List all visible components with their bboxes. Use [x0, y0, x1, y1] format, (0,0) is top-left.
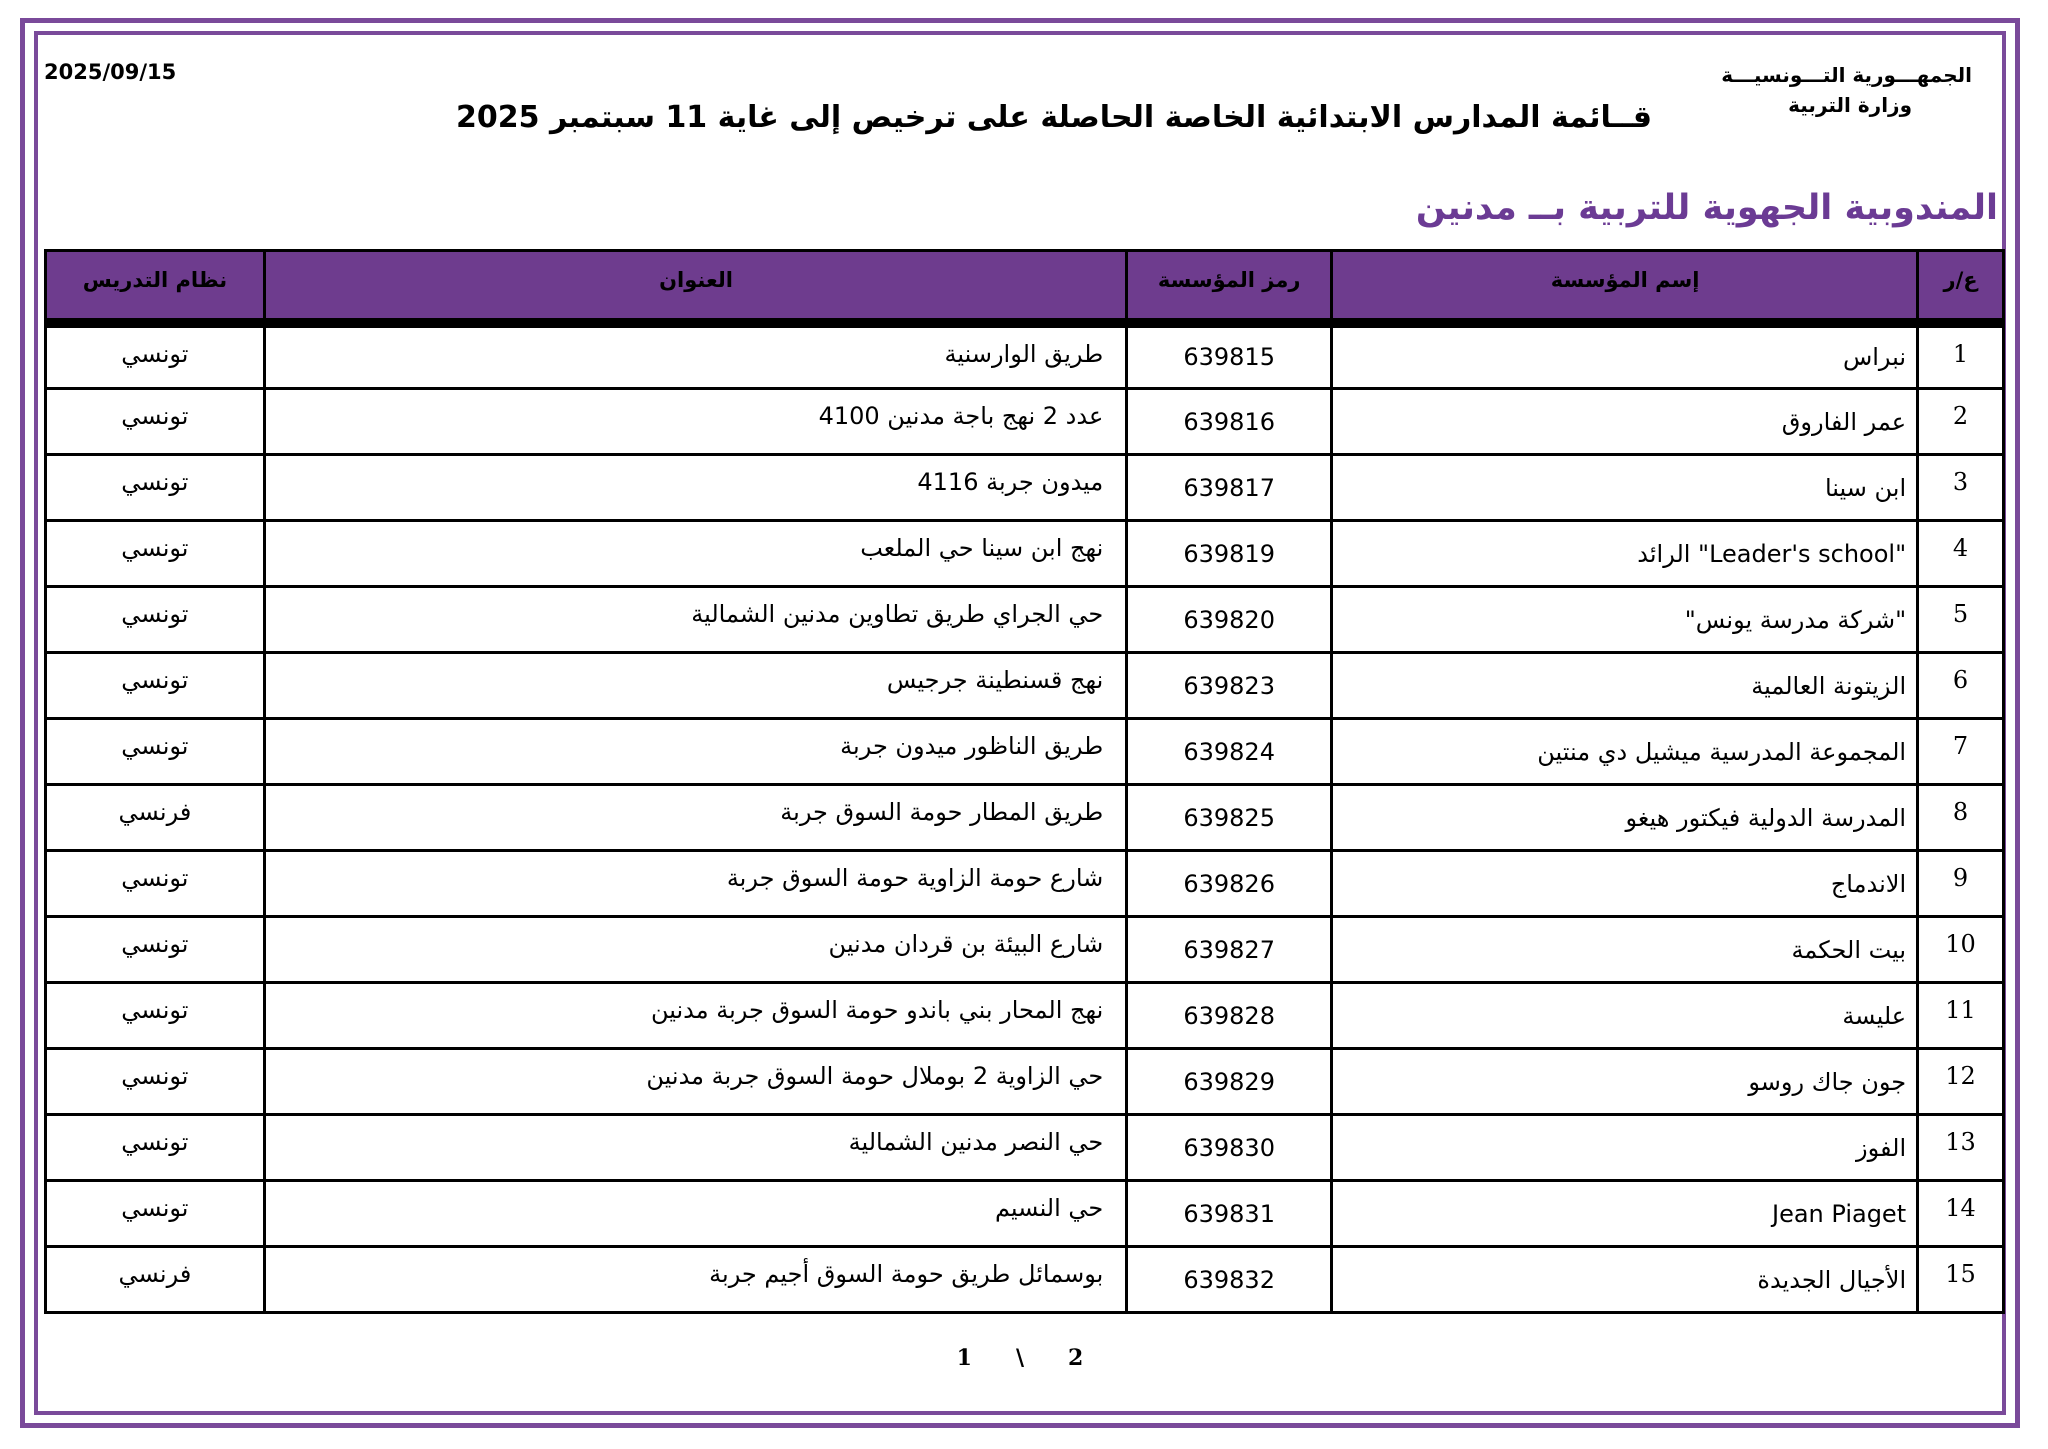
cell-teaching-system: تونسي	[46, 917, 265, 983]
page-indicator	[900, 1345, 1140, 1371]
cell-school-code: 639827	[1127, 917, 1332, 983]
cell-school-name: المدرسة الدولية فيكتور هيغو	[1332, 785, 1918, 851]
column-header-number: ع/ر	[1918, 251, 2004, 323]
cell-teaching-system: تونسي	[46, 1115, 265, 1181]
cell-school-name: نبراس	[1332, 323, 1918, 389]
cell-school-code: 639831	[1127, 1181, 1332, 1247]
table-row	[46, 1049, 2004, 1115]
table-row	[46, 521, 2004, 587]
cell-school-code: 639819	[1127, 521, 1332, 587]
cell-address: بوسمائل طريق حومة السوق أجيم جربة	[264, 1247, 1126, 1313]
table-row	[46, 719, 2004, 785]
cell-school-name: المجموعة المدرسية ميشيل دي منتين	[1332, 719, 1918, 785]
table-row	[46, 785, 2004, 851]
cell-teaching-system: فرنسي	[46, 1247, 265, 1313]
cell-teaching-system: تونسي	[46, 389, 265, 455]
cell-school-name: الزيتونة العالمية	[1332, 653, 1918, 719]
cell-teaching-system: تونسي	[46, 323, 265, 389]
cell-school-code: 639823	[1127, 653, 1332, 719]
cell-teaching-system: تونسي	[46, 983, 265, 1049]
cell-school-name: الأجيال الجديدة	[1332, 1247, 1918, 1313]
cell-teaching-system: تونسي	[46, 653, 265, 719]
cell-number: 4	[1918, 521, 2004, 587]
column-header-system: نظام التدريس	[46, 251, 265, 323]
cell-number: 2	[1918, 389, 2004, 455]
ministry-name: وزارة التربية	[1788, 93, 1912, 117]
cell-school-code: 639830	[1127, 1115, 1332, 1181]
cell-address: حي الزاوية 2 بوملال حومة السوق جربة مدنين	[264, 1049, 1126, 1115]
cell-teaching-system: تونسي	[46, 1181, 265, 1247]
cell-school-code: 639824	[1127, 719, 1332, 785]
cell-school-code: 639816	[1127, 389, 1332, 455]
cell-teaching-system: تونسي	[46, 851, 265, 917]
cell-teaching-system: تونسي	[46, 587, 265, 653]
cell-school-code: 639815	[1127, 323, 1332, 389]
cell-address: نهج ابن سينا حي الملعب	[264, 521, 1126, 587]
cell-school-name: بيت الحكمة	[1332, 917, 1918, 983]
cell-teaching-system: تونسي	[46, 521, 265, 587]
cell-school-code: 639828	[1127, 983, 1332, 1049]
cell-address: شارع البيئة بن قردان مدنين	[264, 917, 1126, 983]
cell-number: 1	[1918, 323, 2004, 389]
page-current: 1	[956, 1345, 972, 1371]
cell-school-code: 639817	[1127, 455, 1332, 521]
table-row	[46, 1115, 2004, 1181]
column-header-name: إسم المؤسسة	[1332, 251, 1918, 323]
table-header-row	[46, 251, 2004, 323]
cell-school-name: الفوز	[1332, 1115, 1918, 1181]
cell-number: 5	[1918, 587, 2004, 653]
cell-address: طريق الناظور ميدون جربة	[264, 719, 1126, 785]
republic-name: الجمهـــورية التـــونسيـــة	[1721, 63, 1972, 87]
column-header-code: رمز المؤسسة	[1127, 251, 1332, 323]
cell-school-name: Jean Piaget	[1332, 1181, 1918, 1247]
cell-address: ميدون جربة 4116	[264, 455, 1126, 521]
page-total: 2	[1068, 1345, 1084, 1371]
cell-number: 13	[1918, 1115, 2004, 1181]
cell-teaching-system: تونسي	[46, 1049, 265, 1115]
cell-number: 10	[1918, 917, 2004, 983]
table-row	[46, 983, 2004, 1049]
cell-school-name: الاندماج	[1332, 851, 1918, 917]
cell-number: 14	[1918, 1181, 2004, 1247]
cell-school-name: "Leader's school" الرائد	[1332, 521, 1918, 587]
cell-number: 3	[1918, 455, 2004, 521]
cell-address: حي النسيم	[264, 1181, 1126, 1247]
cell-number: 8	[1918, 785, 2004, 851]
table-row	[46, 455, 2004, 521]
cell-number: 11	[1918, 983, 2004, 1049]
cell-school-code: 639826	[1127, 851, 1332, 917]
document-title-row	[0, 100, 2048, 135]
cell-number: 7	[1918, 719, 2004, 785]
cell-school-name: عمر الفاروق	[1332, 389, 1918, 455]
cell-address: طريق المطار حومة السوق جربة	[264, 785, 1126, 851]
cell-school-name: "شركة مدرسة يونس"	[1332, 587, 1918, 653]
cell-teaching-system: فرنسي	[46, 785, 265, 851]
cell-school-name: عليسة	[1332, 983, 1918, 1049]
cell-school-code: 639820	[1127, 587, 1332, 653]
cell-school-code: 639825	[1127, 785, 1332, 851]
document-title: قــائمة المدارس الابتدائية الخاصة الحاصلة على ترخيص إلى غاية 11 سبتمبر 2025	[456, 100, 1652, 135]
cell-address: حي الجراي طريق تطاوين مدنين الشمالية	[264, 587, 1126, 653]
cell-number: 6	[1918, 653, 2004, 719]
cell-number: 12	[1918, 1049, 2004, 1115]
table-row	[46, 587, 2004, 653]
cell-teaching-system: تونسي	[46, 455, 265, 521]
cell-school-name: جون جاك روسو	[1332, 1049, 1918, 1115]
table-row	[46, 653, 2004, 719]
schools-table	[44, 249, 2005, 1314]
table-row	[46, 851, 2004, 917]
regional-office-heading: المندوبية الجهوية للتربية بــ مدنين	[1415, 188, 1998, 228]
cell-address: حي النصر مدنين الشمالية	[264, 1115, 1126, 1181]
table-row	[46, 323, 2004, 389]
table-row	[46, 389, 2004, 455]
cell-address: عدد 2 نهج باجة مدنين 4100	[264, 389, 1126, 455]
cell-school-code: 639829	[1127, 1049, 1332, 1115]
cell-address: نهج قسنطينة جرجيس	[264, 653, 1126, 719]
column-header-address: العنوان	[264, 251, 1126, 323]
table-row	[46, 1181, 2004, 1247]
cell-teaching-system: تونسي	[46, 719, 265, 785]
table-row	[46, 1247, 2004, 1313]
cell-address: شارع حومة الزاوية حومة السوق جربة	[264, 851, 1126, 917]
table-body	[46, 323, 2004, 1313]
table-row	[46, 917, 2004, 983]
cell-address: نهج المحار بني باندو حومة السوق جربة مدنين	[264, 983, 1126, 1049]
cell-address: طريق الوارسنية	[264, 323, 1126, 389]
document-date: 2025/09/15	[44, 60, 177, 84]
cell-number: 9	[1918, 851, 2004, 917]
cell-school-code: 639832	[1127, 1247, 1332, 1313]
page-separator: \	[1015, 1345, 1025, 1371]
cell-school-name: ابن سينا	[1332, 455, 1918, 521]
cell-number: 15	[1918, 1247, 2004, 1313]
